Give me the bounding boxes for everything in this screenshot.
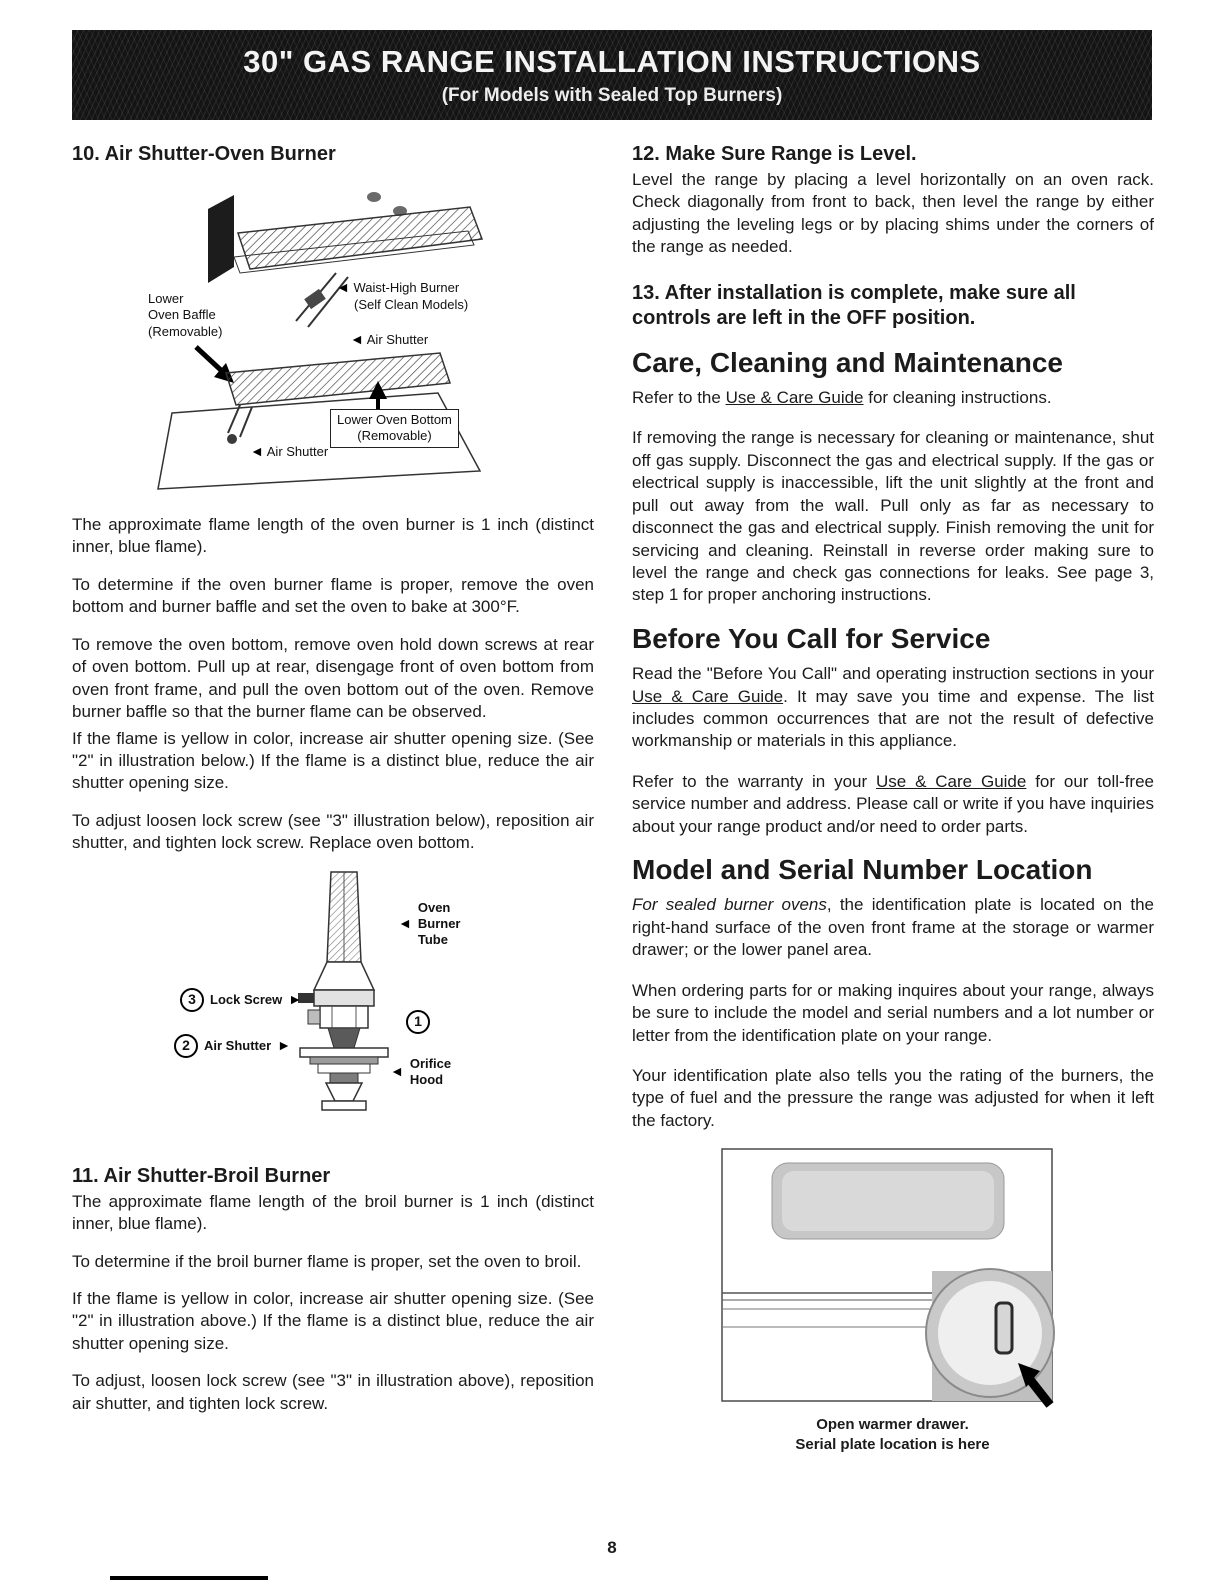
section-11-paragraph-1: The approximate flame length of the broil burner is 1 inch (distinct inner, blue flame). — [72, 1191, 594, 1234]
section-10-paragraph-4: If the flame is yellow in color, increase air shutter opening size. (See "2" in illustration below.) If the flame is a distinct blue, reduce the air shutter opening size. — [72, 728, 594, 793]
page-number: 8 — [607, 1538, 617, 1557]
label-lock-screw — [180, 988, 302, 1012]
care-paragraph: If removing the range is necessary for cleaning or maintenance, shut off gas supply. Disconnect the gas and electrical supply. If the gas or electrical supply is inaccessible, lift the unit slightly at the front and pull out away from the wall. Pull only as far as necessary to disconnect the gas and electrical supply. Finish removing the unit for servicing and cleaning. Reinstall in reverse order making sure to level the range and check gas connections for leaks. See page 3, step 1 for proper anchoring instructions. — [632, 428, 1154, 605]
section-10-paragraph-5: To adjust loosen lock screw (see "3" illustration below), reposition air shutter, and tighten lock screw. Replace oven bottom. — [72, 810, 594, 853]
label-text: (Self Clean Models) — [354, 296, 469, 312]
callout-3-badge: 3 — [180, 988, 204, 1012]
label-air-shutter-bottom — [250, 443, 328, 461]
before-you-call-heading: Before You Call for Service — [632, 622, 991, 654]
use-care-guide-reference: Use & Care Guide — [632, 686, 784, 706]
page-title: 30" GAS RANGE INSTALLATION INSTRUCTIONS — [243, 43, 981, 79]
care-heading: Care, Cleaning and Maintenance — [632, 346, 1063, 378]
label-text: Hood — [409, 1071, 444, 1087]
arrow-right-icon: ► — [277, 1036, 292, 1053]
page-subtitle: (For Models with Sealed Top Burners) — [441, 84, 783, 106]
arrow-left-icon: ◄ — [250, 443, 264, 459]
arrow-left-icon: ◄ — [398, 915, 412, 932]
text-run: Read the "Before You Call" and operating instruction sections in your — [632, 664, 1154, 684]
callout-1-badge: 1 — [406, 1010, 430, 1034]
label-air-shutter-top — [350, 331, 428, 349]
label-text: Oven Baffle — [148, 307, 216, 323]
section-10-paragraph-2: To determine if the oven burner flame is proper, remove the oven bottom and burner baffle and set the oven to bake at 300°F. — [72, 574, 594, 617]
label-text: Burner — [417, 915, 461, 931]
oven-burner-illustration — [138, 181, 498, 496]
care-intro-paragraph — [632, 387, 1154, 409]
use-care-guide-reference: Use & Care Guide — [725, 387, 864, 407]
label-orifice-hood — [390, 1056, 451, 1089]
right-column — [632, 142, 1154, 1454]
model-serial-paragraph-2: When ordering parts for or making inquires about your range, always be sure to include the model and serial numbers and a lot number or letter from the identification plate on your range. — [632, 980, 1154, 1045]
label-text: Air Shutter — [204, 1037, 272, 1053]
section-13-heading: 13. After installation is complete, make sure all controls are left in the OFF position. — [632, 281, 1076, 329]
label-text: (Removable) — [357, 428, 432, 444]
label-text: Air Shutter — [366, 332, 429, 347]
section-12-heading: 12. Make Sure Range is Level. — [632, 143, 917, 165]
arrow-right-icon: ► — [288, 990, 303, 1007]
model-serial-heading: Model and Serial Number Location — [632, 854, 1093, 886]
text-run: Refer to the warranty in your — [632, 771, 876, 791]
warmer-drawer-drawing — [720, 1147, 1065, 1409]
arrow-left-icon: ◄ — [350, 331, 364, 347]
section-10-paragraph-1: The approximate flame length of the oven burner is 1 inch (distinct inner, blue flame). — [72, 515, 594, 557]
label-callout-1 — [406, 1010, 430, 1034]
text-run: for our toll-free service number and address. Please call or write if you have inquiries about your range product and/or need to order parts. — [632, 771, 1154, 836]
label-text: Tube — [417, 932, 448, 948]
label-lower-oven-baffle — [148, 291, 222, 340]
label-text: Oven — [417, 899, 451, 915]
use-care-guide-reference: Use & Care Guide — [876, 771, 1027, 791]
section-11-paragraph-4: To adjust, loosen lock screw (see "3" in illustration above), reposition air shutter, and tighten lock screw. — [72, 1371, 594, 1413]
label-text: Orifice — [409, 1055, 452, 1071]
label-text: Air Shutter — [266, 444, 329, 459]
label-lower-oven-bottom — [330, 409, 459, 448]
section-11-heading: 11. Air Shutter-Broil Burner — [72, 1164, 331, 1187]
serial-plate-location-illustration — [720, 1147, 1065, 1409]
label-text: (Removable) — [148, 323, 223, 339]
label-text: Lock Screw — [210, 991, 283, 1007]
callout-2-badge: 2 — [174, 1034, 198, 1058]
label-oven-burner-tube — [398, 900, 460, 949]
arrow-left-icon: ◄ — [336, 279, 350, 295]
label-text: Lower Oven Bottom — [337, 412, 452, 427]
text-run: , the identification plate is located on the right-hand surface of the oven front frame at the storage or warmer drawer; or the lower panel area. — [632, 895, 1154, 960]
text-run-italic: For sealed burner ovens — [632, 895, 827, 915]
text-run: Refer to the — [632, 387, 726, 407]
text-run: . It may save you time and expense. The list includes common occurrences that are not the result of defective workmanship or materials in this appliance. — [632, 686, 1154, 751]
arrow-left-icon: ◄ — [390, 1063, 404, 1080]
page-header-banner — [72, 30, 1152, 120]
caption-line: Serial plate location is here — [795, 1435, 990, 1453]
label-waist-high-burner — [336, 279, 468, 313]
left-column — [72, 142, 594, 1454]
label-text: Lower — [148, 291, 184, 306]
section-10-paragraph-3: To remove the oven bottom, remove oven hold down screws at rear of oven bottom. Pull up at rear, disengage front of oven bottom from oven front frame, and pull the oven bottom out of the oven. Remove burner baffle so that the burner flame can be observed. — [72, 634, 594, 722]
section-10-heading: 10. Air Shutter-Oven Burner — [72, 143, 336, 165]
before-you-call-paragraph-1 — [632, 663, 1154, 753]
model-serial-paragraph-1 — [632, 894, 1154, 961]
bottom-edge-mark — [110, 1576, 268, 1580]
model-serial-paragraph-3: Your identification plate also tells you the rating of the burners, the type of fuel and the pressure the range was adjusted for when it left the factory. — [632, 1065, 1154, 1130]
section-11-paragraph-3: If the flame is yellow in color, increase air shutter opening size. (See "2" in illustration above.) If the flame is a distinct blue, reduce the air shutter opening size. — [72, 1289, 594, 1353]
section-12-paragraph: Level the range by placing a level horizontally on an oven rack. Check diagonally from front to back, then level the range by either adjusting the leveling legs or by placing shims under the corners of the range as needed. — [632, 170, 1154, 257]
serial-plate-caption — [720, 1415, 1065, 1454]
two-column-layout — [72, 142, 1154, 1454]
before-you-call-paragraph-2 — [632, 771, 1154, 838]
caption-line: Open warmer drawer. — [816, 1416, 969, 1434]
label-text: Waist-High Burner — [353, 280, 460, 295]
burner-tube-illustration — [150, 870, 580, 1148]
section-11-paragraph-2: To determine if the broil burner flame is proper, set the oven to broil. — [72, 1251, 582, 1271]
label-air-shutter — [174, 1034, 291, 1058]
text-run: for cleaning instructions. — [863, 387, 1052, 407]
